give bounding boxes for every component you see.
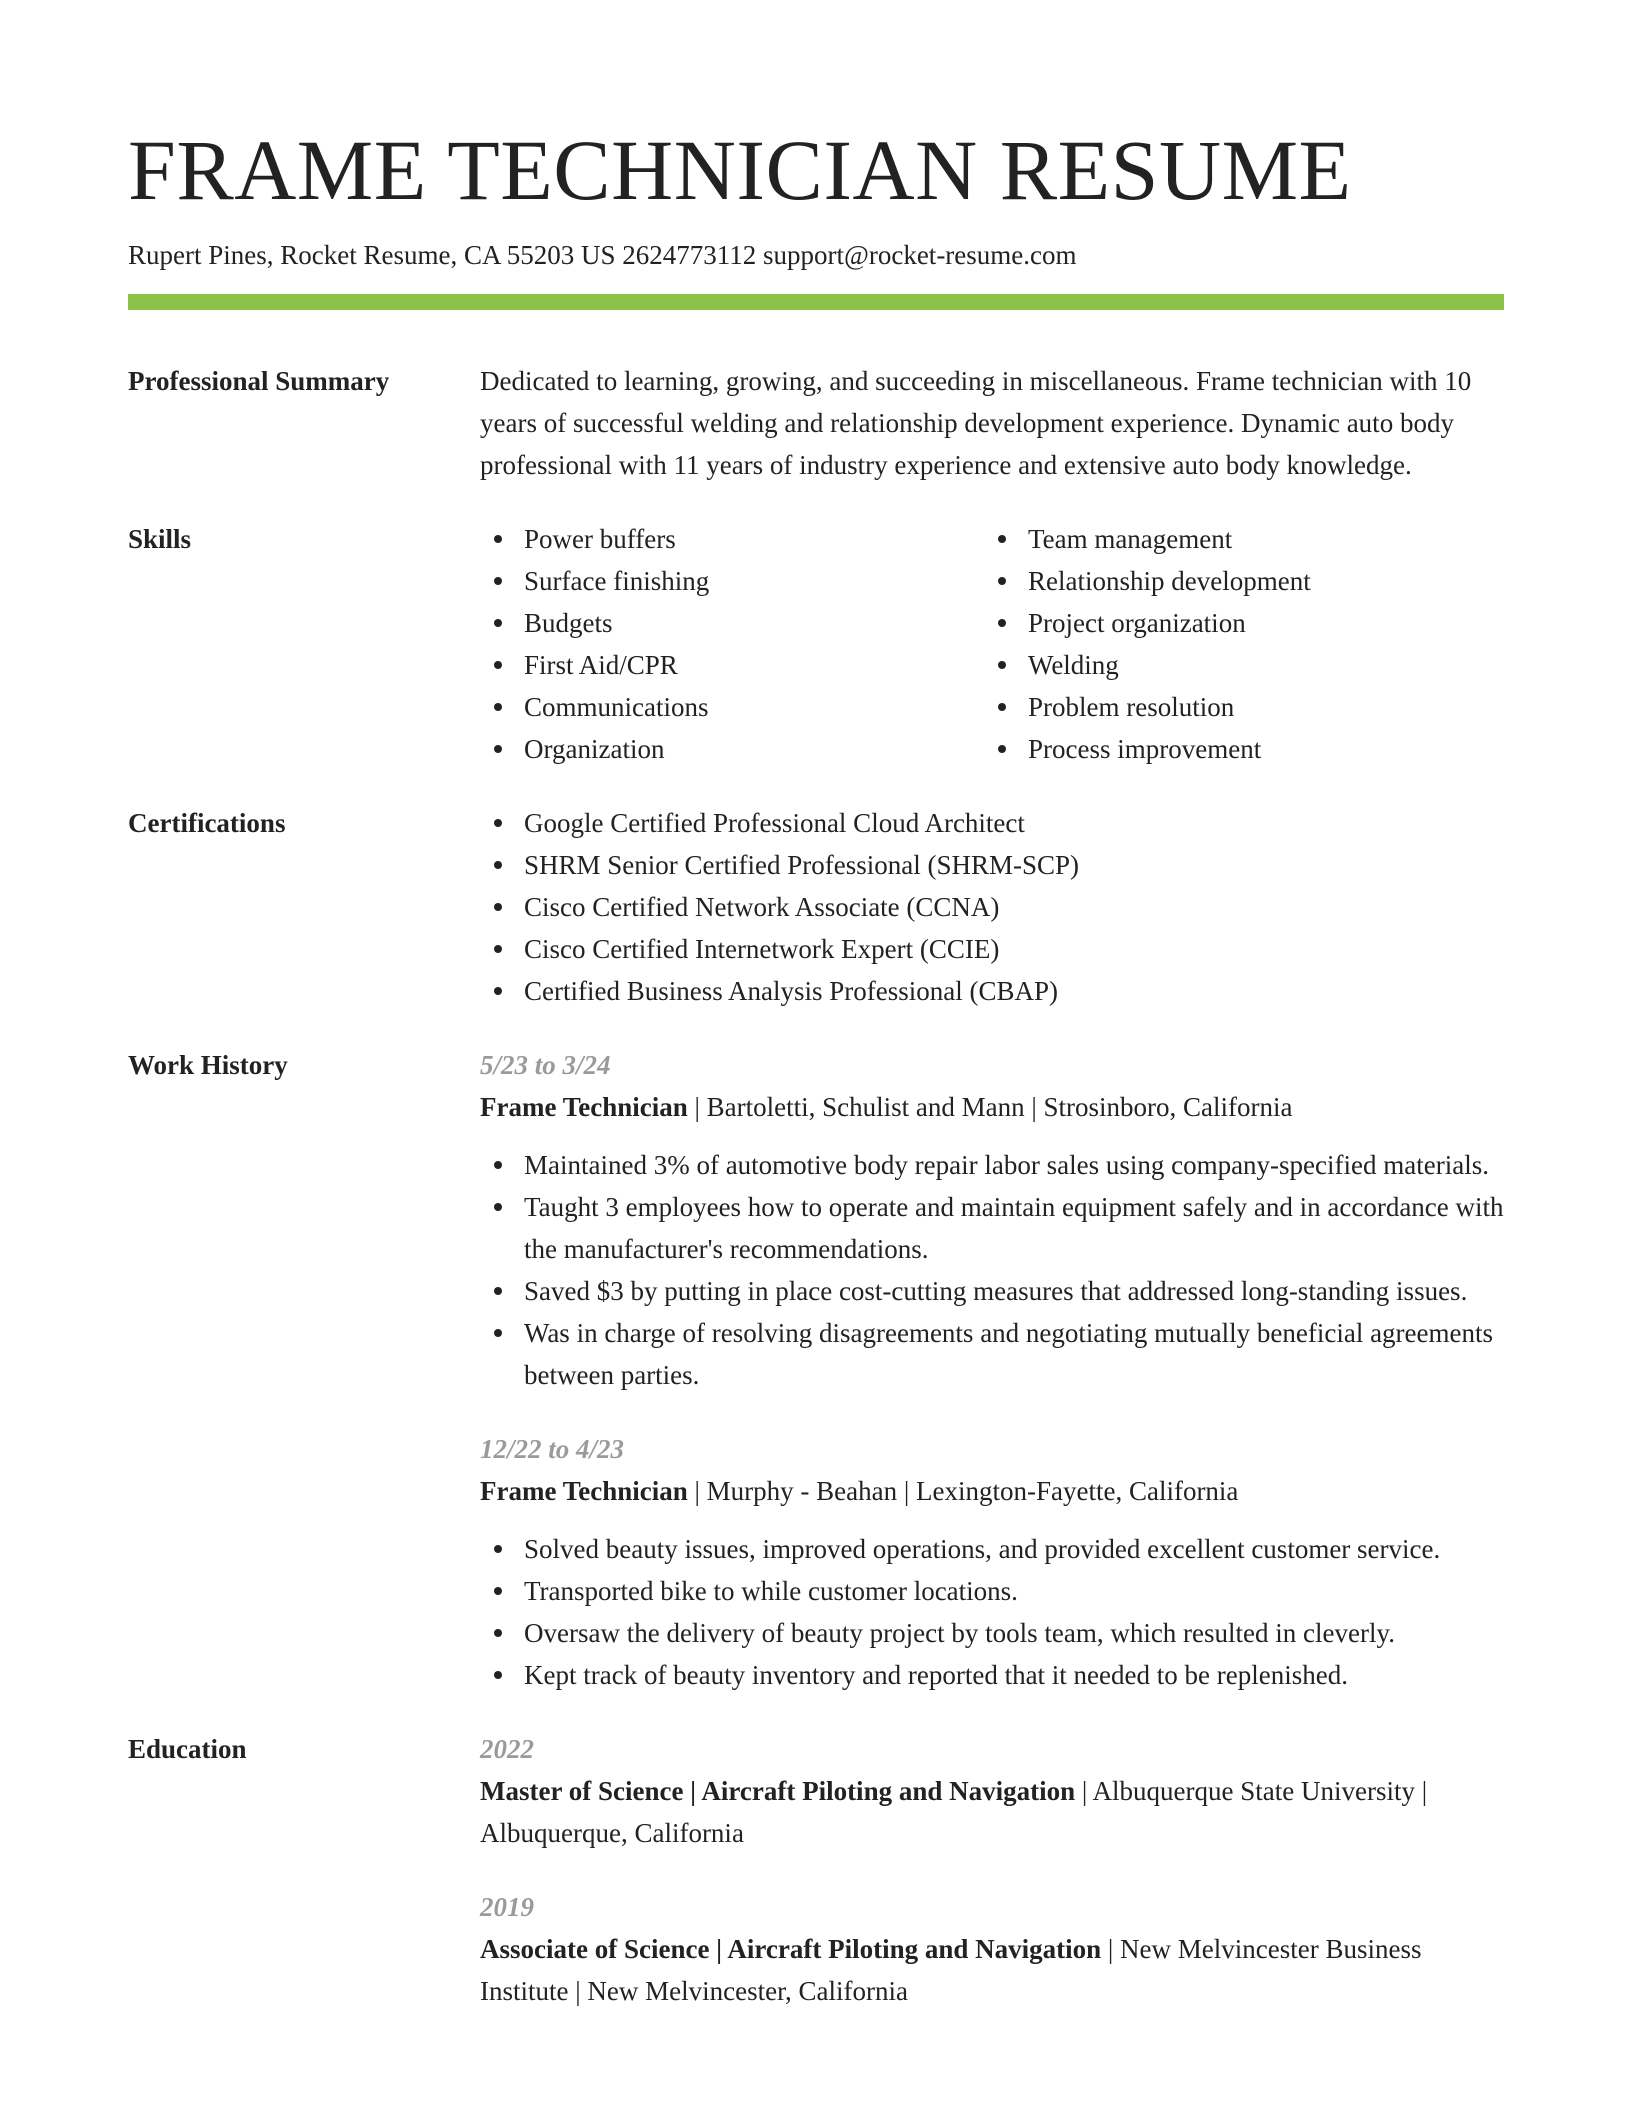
skills-list-right: [984, 518, 1488, 770]
section-label: Work History: [128, 1050, 288, 1080]
certification-item: Cisco Certified Internetwork Expert (CCIE): [480, 928, 1504, 970]
education-year: 2019: [480, 1892, 534, 1922]
job-bullet: Oversaw the delivery of beauty project by tools team, which resulted in cleverly.: [480, 1612, 1504, 1654]
job-dates: 5/23 to 3/24: [480, 1050, 611, 1080]
skill-item: Problem resolution: [984, 686, 1488, 728]
education-details: | Albuquerque State University | Albuquerque, California: [480, 1776, 1428, 1848]
skill-item: Project organization: [984, 602, 1488, 644]
education-year: 2022: [480, 1734, 534, 1764]
job-bullet: Transported bike to while customer locations.: [480, 1570, 1504, 1612]
job-bullets: [480, 1528, 1504, 1696]
skill-item: Process improvement: [984, 728, 1488, 770]
section-label: Education: [128, 1734, 247, 1764]
job-details: | Murphy - Beahan | Lexington-Fayette, California: [687, 1476, 1239, 1506]
education-heading: [480, 1770, 1504, 1854]
section-label: Professional Summary: [128, 366, 390, 396]
job-title: Frame Technician: [480, 1092, 688, 1122]
job-heading: [480, 1470, 1504, 1512]
summary-text: Dedicated to learning, growing, and succeeding in miscellaneous. Frame technician with 10 years of successful welding and relationship development experience. Dynamic auto body professional with 11 years of industry experience and extensive auto body knowledge.: [480, 366, 1472, 480]
education-body: [480, 1728, 1504, 2012]
summary-section: [128, 360, 1504, 486]
job-bullet: Saved $3 by putting in place cost-cutting measures that addressed long-standing issues.: [480, 1270, 1504, 1312]
skill-item: First Aid/CPR: [480, 644, 984, 686]
section-label: Certifications: [128, 808, 286, 838]
job-entry: [480, 1044, 1504, 1396]
header-divider: [128, 294, 1504, 310]
skill-item: Team management: [984, 518, 1488, 560]
skills-section: [128, 518, 1504, 770]
work-history-body: [480, 1044, 1504, 1696]
skill-item: Communications: [480, 686, 984, 728]
job-bullet: Maintained 3% of automotive body repair labor sales using company-specified materials.: [480, 1144, 1504, 1186]
certifications-body: [480, 802, 1504, 1012]
contact-line: Rupert Pines, Rocket Resume, CA 55203 US 2624773112 support@rocket-resume.com: [128, 240, 1077, 270]
resume-title: FRAME TECHNICIAN RESUME: [128, 122, 1352, 218]
job-bullet: Solved beauty issues, improved operations, and provided excellent customer service.: [480, 1528, 1504, 1570]
job-entry: [480, 1428, 1504, 1696]
skills-list-left: [480, 518, 984, 770]
certification-item: Cisco Certified Network Associate (CCNA): [480, 886, 1504, 928]
education-entry: [480, 1886, 1504, 2012]
certification-item: Google Certified Professional Cloud Architect: [480, 802, 1504, 844]
skill-item: Power buffers: [480, 518, 984, 560]
skill-item: Relationship development: [984, 560, 1488, 602]
job-bullet: Kept track of beauty inventory and reported that it needed to be replenished.: [480, 1654, 1504, 1696]
job-bullet: Was in charge of resolving disagreements and negotiating mutually beneficial agreements between parties.: [480, 1312, 1504, 1396]
skill-item: Welding: [984, 644, 1488, 686]
job-title: Frame Technician: [480, 1476, 688, 1506]
degree: Master of Science | Aircraft Piloting and Navigation: [480, 1776, 1076, 1806]
skills-columns: [480, 518, 1504, 770]
education-section: [128, 1728, 1504, 2012]
job-heading: [480, 1086, 1504, 1128]
certifications-list: [480, 802, 1504, 1012]
skill-item: Surface finishing: [480, 560, 984, 602]
degree: Associate of Science | Aircraft Piloting and Navigation: [480, 1934, 1102, 1964]
work-history-section: [128, 1044, 1504, 1696]
job-bullets: [480, 1144, 1504, 1396]
education-details: | New Melvincester Business Institute | New Melvincester, California: [480, 1934, 1422, 2006]
job-bullet: Taught 3 employees how to operate and maintain equipment safely and in accordance with the manufacturer's recommendations.: [480, 1186, 1504, 1270]
education-entry: [480, 1728, 1504, 1854]
certifications-section: [128, 802, 1504, 1012]
job-details: | Bartoletti, Schulist and Mann | Strosinboro, California: [687, 1092, 1293, 1122]
resume-page: [128, 120, 1504, 2012]
job-dates: 12/22 to 4/23: [480, 1434, 625, 1464]
education-heading: [480, 1928, 1504, 2012]
section-label: Skills: [128, 524, 192, 554]
skill-item: Budgets: [480, 602, 984, 644]
certification-item: SHRM Senior Certified Professional (SHRM-SCP): [480, 844, 1504, 886]
certification-item: Certified Business Analysis Professional (CBAP): [480, 970, 1504, 1012]
skill-item: Organization: [480, 728, 984, 770]
